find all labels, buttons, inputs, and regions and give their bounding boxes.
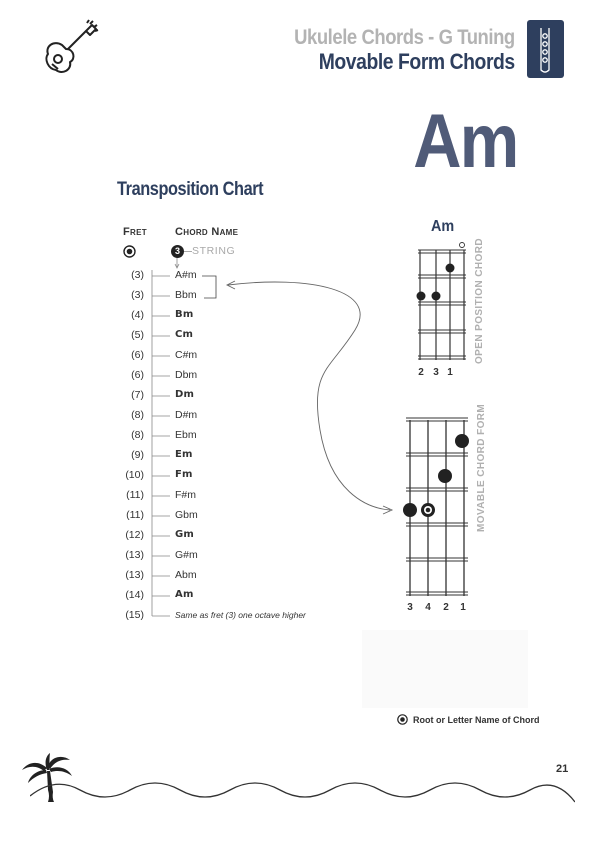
chord-name: Dbm: [175, 369, 198, 381]
movable-finger-4: 1: [460, 602, 466, 613]
chord-name: D#m: [175, 409, 198, 421]
open-position-label: OPEN POSITION CHORD: [474, 238, 485, 364]
legend-label: Root or Letter Name of Chord: [413, 715, 540, 725]
chord-name: Gm: [175, 529, 195, 540]
movable-chord-label: MOVABLE CHORD FORM: [476, 403, 487, 532]
chord-name: F#m: [175, 489, 196, 501]
fret-number: (6): [131, 369, 144, 381]
string-label: STRING: [192, 245, 236, 257]
string-number-marker: [171, 245, 184, 258]
fret-number: (12): [125, 529, 144, 541]
page-number: 21: [556, 763, 569, 775]
fret-number: (14): [125, 589, 144, 601]
fret-number: (13): [125, 569, 144, 581]
chord-name: Bbm: [175, 289, 197, 301]
chord-name: A#m: [175, 269, 197, 281]
movable-finger-2: 4: [425, 602, 431, 613]
string-number: 3: [174, 246, 180, 256]
header-title-line2: Movable Form Chords: [318, 49, 515, 74]
chord-name: Dm: [175, 389, 195, 400]
footer-wave: [30, 768, 575, 808]
chord-name-column-header: Chord Name: [175, 226, 239, 238]
octave-note: Same as fret (3) one octave higher: [175, 610, 306, 620]
fret-number: (3): [131, 289, 144, 301]
chord-name: Bm: [175, 309, 194, 320]
chord-name: G#m: [175, 549, 198, 561]
chord-name: Cm: [175, 329, 194, 340]
chord-name: Ebm: [175, 429, 197, 441]
movable-finger-3: 2: [443, 602, 449, 613]
fret-number: (11): [126, 489, 144, 501]
chord-title: Am: [412, 99, 517, 184]
chord-name: Abm: [175, 569, 197, 581]
fret-number: (13): [125, 549, 144, 561]
fret-column-header: Fret: [123, 226, 147, 238]
root-marker-icon: [123, 245, 136, 258]
string-leader-line: [184, 251, 192, 252]
open-diagram-chord-name: Am: [431, 218, 455, 235]
legend-root-icon: [397, 714, 408, 725]
transposition-arrow: [220, 270, 410, 530]
chord-name: Fm: [175, 469, 193, 480]
section-title: Transposition Chart: [117, 179, 264, 200]
chord-name: Gbm: [175, 509, 198, 521]
blank-panel: [362, 630, 528, 708]
fret-number: (7): [131, 389, 144, 401]
fret-number: (8): [131, 429, 144, 441]
chord-name: C#m: [175, 349, 198, 361]
fret-number: (15): [125, 609, 144, 621]
open-finger-3: 1: [447, 367, 453, 378]
movable-chord-diagram: [400, 412, 476, 600]
open-position-chord-diagram: [412, 240, 472, 364]
fret-number: (3): [131, 269, 144, 281]
header-title-line1: Ukulele Chords - G Tuning: [294, 26, 515, 49]
fret-number: (8): [131, 409, 144, 421]
open-finger-1: 2: [418, 367, 424, 378]
fret-number: (11): [126, 509, 144, 521]
fret-number: (9): [131, 449, 144, 461]
chord-name: Am: [175, 589, 194, 600]
chord-name: Em: [175, 449, 193, 460]
fret-number: (6): [131, 349, 144, 361]
open-finger-2: 3: [433, 367, 439, 378]
fret-number: (10): [125, 469, 144, 481]
movable-finger-1: 3: [407, 602, 413, 613]
fret-number: (5): [131, 329, 144, 341]
fret-number: (4): [131, 309, 144, 321]
ukulele-neck-badge-icon: [527, 20, 564, 78]
ukulele-logo-icon: [40, 17, 102, 79]
